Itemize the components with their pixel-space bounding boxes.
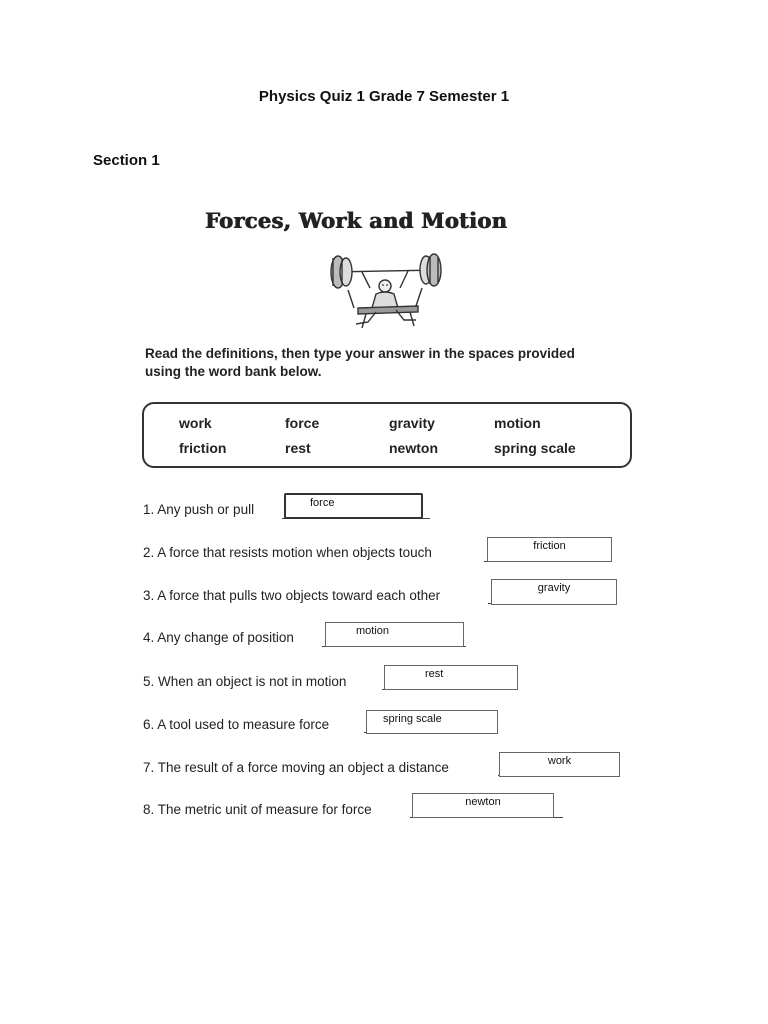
question-2 xyxy=(143,545,432,567)
question-7 xyxy=(143,760,449,782)
word-bank-item: newton xyxy=(389,440,438,456)
question-text: 8. The metric unit of measure for force xyxy=(143,802,372,817)
question-text: 4. Any change of position xyxy=(143,630,294,645)
answer-field-4[interactable]: motion xyxy=(325,622,464,647)
question-text: 3. A force that pulls two objects toward each other xyxy=(143,588,441,603)
word-bank-item: force xyxy=(285,415,320,431)
section-heading: Section 1 xyxy=(93,152,160,169)
answer-field-3[interactable]: gravity xyxy=(491,579,617,605)
answer-field-8[interactable]: newton xyxy=(412,793,554,818)
word-bank-item: motion xyxy=(494,415,541,431)
question-text: 6. A tool used to measure force xyxy=(143,717,330,732)
answer-field-2[interactable]: friction xyxy=(487,537,612,562)
question-text: 2. A force that resists motion when objects touch xyxy=(143,545,432,560)
question-4 xyxy=(143,630,294,652)
answer-field-5[interactable]: rest xyxy=(384,665,518,690)
word-bank xyxy=(142,402,632,468)
word-bank-item: work xyxy=(179,415,212,431)
question-8 xyxy=(143,802,372,824)
answer-field-7[interactable]: work xyxy=(499,752,620,777)
document-title: Physics Quiz 1 Grade 7 Semester 1 xyxy=(258,88,510,105)
question-6 xyxy=(143,717,329,739)
word-bank-item: gravity xyxy=(389,415,435,431)
question-text: 7. The result of a force moving an object a distance xyxy=(143,760,449,775)
word-bank-item: spring scale xyxy=(494,440,576,456)
answer-field-1[interactable]: force xyxy=(284,493,423,519)
instructions: Read the definitions, then type your answer in the spaces provided using the word bank below. xyxy=(145,346,575,379)
question-5 xyxy=(143,674,346,696)
question-text: 5. When an object is not in motion xyxy=(143,674,347,689)
word-bank-item: rest xyxy=(285,440,311,456)
question-3 xyxy=(143,588,440,610)
answer-field-6[interactable]: spring scale xyxy=(366,710,498,734)
question-1 xyxy=(143,502,254,524)
word-bank-item: friction xyxy=(179,440,227,456)
question-text: 1. Any push or pull xyxy=(143,502,255,517)
worksheet-title: Forces, Work and Motion xyxy=(205,208,508,233)
weightlifter-illustration xyxy=(318,250,450,332)
